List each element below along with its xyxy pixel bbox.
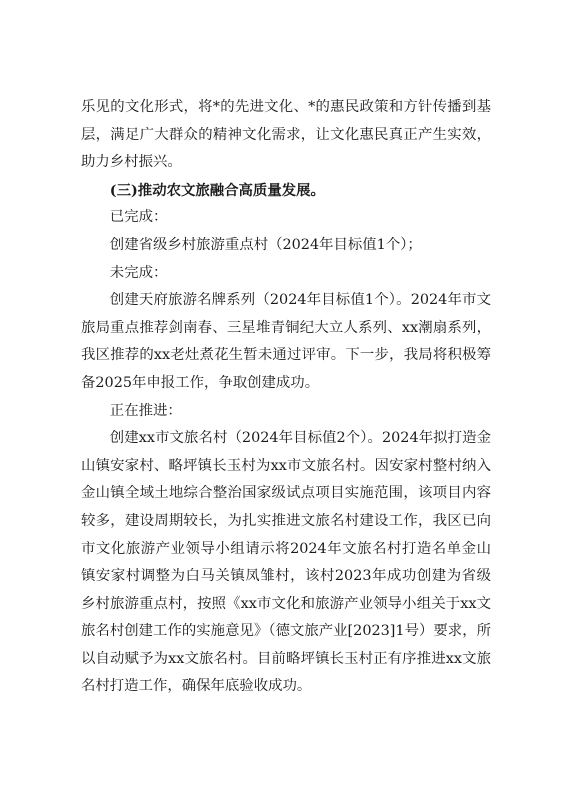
in-progress-label: 正在推进： [109,402,182,419]
paragraph-completed-item: 创建省级乡村旅游重点村（2024年目标值1个）； [109,236,422,253]
paragraph-cultural-services: 乐见的文化形式，将*的先进文化、*的惠民政策和方针传播到基层，满足广大群众的精神文化需求，让文化惠民真正产生实效，助力乡村振兴。 [81,99,491,171]
document-body [81,94,491,701]
incomplete-label: 未完成： [109,264,168,281]
section-heading-3: (三)推动农文旅融合高质量发展。 [109,181,325,199]
completed-label: 已完成： [109,209,168,226]
paragraph-incomplete-item: 创建天府旅游名牌系列（2024年目标值1个）。2024年市文旅局重点推荐剑南春、三星堆青铜纪大立人系列、xx潮扇系列，我区推荐的xx老灶煮花生暂未通过评审。下一步，我局将积极筹备2025年申报工作，争取创建成功。 [81,292,491,391]
paragraph-in-progress-item: 创建xx市文旅名村（2024年目标值2个）。2024年拟打造金山镇安家村、略坪镇长玉村为xx市文旅名村。因安家村整村纳入金山镇全域土地综合整治国家级试点项目实施范围，该项目内容较多，建设周期较长，为扎实推进文旅名村建设工作，我区已向市文化旅游产业领导小组请示将2024年文旅名村打造名单金山镇安家村调整为白马关镇凤雏村，该村2023年成功创建为省级乡村旅游重点村，按照《xx市文化和旅游产业领导小组关于xx文旅名村创建工作的实施意见》（德文旅产业[2023]1号）要求，所以自动赋予为xx文旅名村。目前略坪镇长玉村正有序推进xx文旅名村打造工作，确保年底验收成功。 [81,430,491,695]
